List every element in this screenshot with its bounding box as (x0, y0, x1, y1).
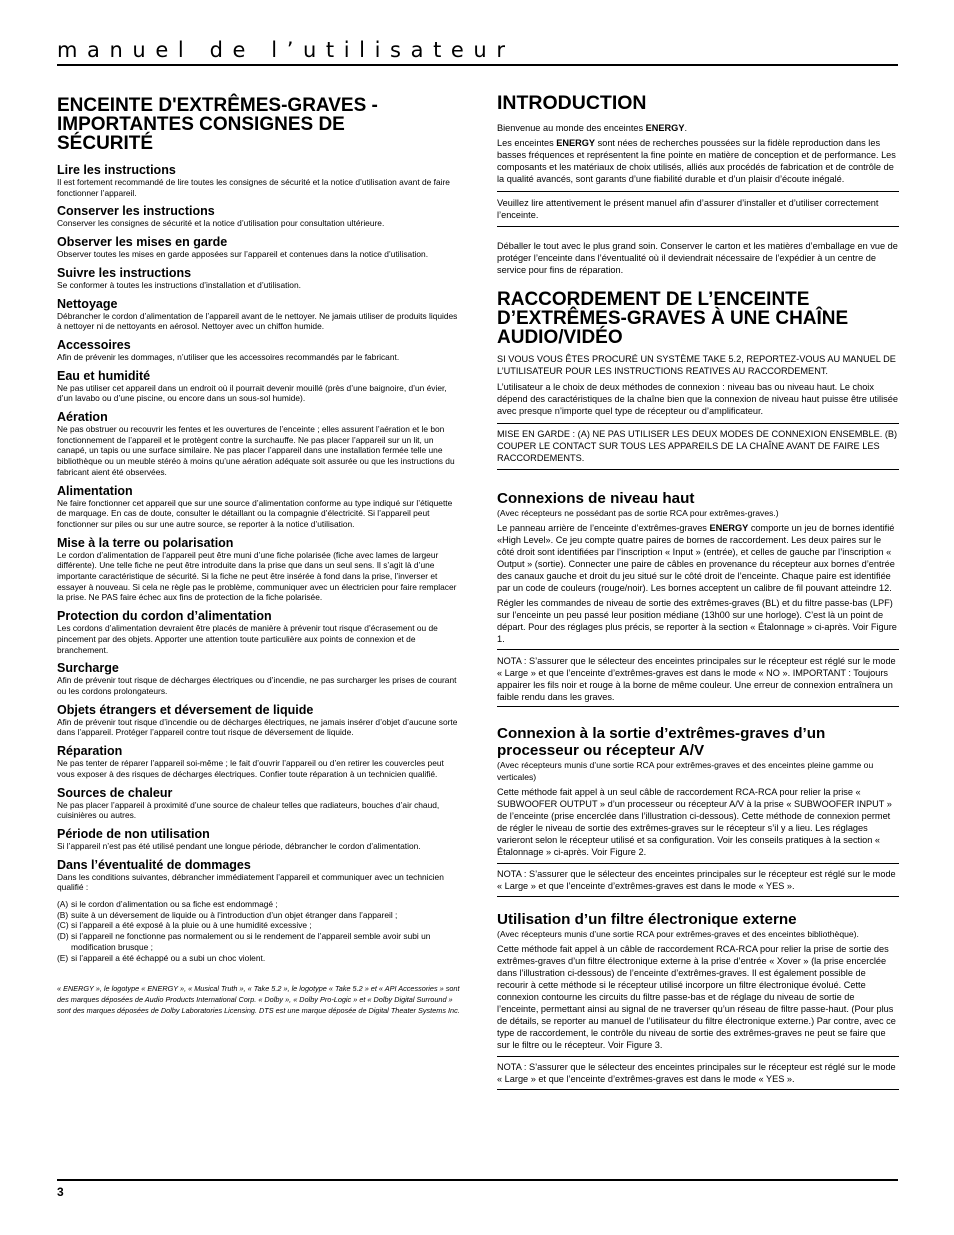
damage-list (57, 899, 462, 963)
safety-section-body: Conserver les consignes de sécurité et la notice d’utilisation pour consultation ultérieure. (57, 218, 385, 229)
intro-paragraph: Les enceintes ENERGY sont nées de recherches poussées sur la fidèle reproduction dans les basses fréquences et représentent la fine pointe en matière de conception et de performance. Les composants et les matériaux de choix utilisés, alliés aux procédés de fabrication et de contrôle de la qualité avancés, sont garants d’une fiabilité durable et d’un plaisir d’écoute inégalé. (497, 138, 896, 184)
processor-heading-line: processeur ou récepteur A/V (497, 742, 705, 759)
safety-section (57, 369, 462, 404)
filter-heading: Utilisation d’un filtre électronique externe (497, 911, 797, 928)
safety-section-body: Le cordon d’alimentation de l’appareil peut être muni d’une fiche polarisée (fiche avec lames de largeur différente). Une telle fiche ne peut être introduite dans la prise que dans un seul sens. Il s’agit là d’une importante caractéristique de sécurité. Si la fiche ne peut être insérée à fond dans la prise, l’inverser et essayer à nouveau. Si cela ne règle pas le problème, communiquer avec un électricien pour faire remplacer la prise. Ne PAS faire échec aux fins de protection de la fiche polarisée. (57, 549, 457, 603)
intro-paragraph: Bienvenue au monde des enceintes ENERGY. (497, 123, 688, 133)
manual-header-title: manuel de l’utilisateur (57, 38, 515, 62)
safety-section-body: Afin de prévenir les dommages, n’utiliser que les accessoires recommandés par le fabricant. (57, 351, 400, 362)
high-level-paragraph: Régler les commandes de niveau de sortie des extrêmes-graves (BL) et du filtre passe-bas (LPF) sur l’enceinte un peu passé leur position médiane (13h00 sur une horloge). C’est là un point de départ. Pour des réglages plus précis, se reporter à la section « Étalonnage » ci-après. Voir Figure 1. (497, 598, 897, 644)
connection-paragraph: SI VOUS VOUS ÊTES PROCURÉ UN SYSTÈME TAKE 5.2, REPORTEZ-VOUS AU MANUEL DE L’UTILISATEUR POUR LES INSTRUCTIONS REATIVES AU RACCORDEMENT. (497, 354, 896, 376)
header-rule (57, 64, 898, 66)
damage-list-letter: (E) (57, 952, 69, 963)
processor-paragraph: Cette méthode fait appel à un seul câble de raccordement RCA-RCA pour relier la prise « SUBWOOFER OUTPUT » d’un processeur ou récepteur A/V à la prise « SUBWOOFER INPUT » de l’enceinte (prise encerclée dans l’illustration ci-dessous). Cette méthode de connexion permet de régler le niveau de sortie des extrêmes-graves sur le récepteur s’il y a lieu. Les réglages varieront selon le récepteur utilisé et sa configuration. Voir les conseils pratiques à la section « Étalonnage » ci-après. Voir Figure 2. (497, 787, 892, 857)
divider (497, 1089, 899, 1090)
damage-list-letter: (C) (57, 920, 69, 931)
high-level-note: NOTA : S’assurer que le sélecteur des enceintes principales sur le récepteur est réglé sur le mode « Large » et que l’enceinte d’extrêmes-graves est dans le mode « NO ». IMPORTANT : Toujours appairer les fils noir et rouge à la borne de même couleur. Une erreur de connexion entraînera un faible rendu dans les graves. (497, 656, 896, 702)
safety-section-body: Ne pas obstruer ou recouvrir les fentes et les ouvertures de l’enceinte ; elles assurent l’aération et le bon fonctionnement de l’appareil et le protègent contre la surchauffe. Ne pas placer l’appareil sur un lit, un canapé, un tapis ou une surface similaire. Ne pas placer l’appareil dans une installation fermée telle une bibliothèque ou un meuble stéréo à moins qu’une aération adéquate soit assurée ou que les instructions du fabricant aient été observées. (57, 424, 455, 477)
filter-note: NOTA : S’assurer que le sélecteur des enceintes principales sur le récepteur est réglé sur le mode « Large » et que l’enceinte d’extrêmes-graves est dans le mode « YES ». (497, 1062, 896, 1084)
safety-section-heading: Nettoyage (57, 296, 118, 311)
safety-section-heading: Surcharge (57, 661, 119, 676)
safety-title (57, 96, 462, 153)
intro-column (497, 94, 898, 1090)
safety-section (57, 661, 462, 696)
safety-column (57, 96, 462, 1017)
safety-section-body: Se conformer à toutes les instructions d’installation et d’utilisation. (57, 279, 301, 290)
damage-list-text: si l’appareil a été exposé à la pluie ou à une humidité excessive ; (71, 920, 312, 931)
divider (497, 423, 899, 424)
divider (497, 649, 899, 650)
safety-section-heading: Objets étrangers et déversement de liquide (57, 702, 314, 717)
safety-title-line: IMPORTANTES CONSIGNES DE (57, 114, 345, 135)
damage-list-letter: (B) (57, 909, 69, 920)
safety-section (57, 827, 462, 852)
safety-section (57, 410, 462, 478)
divider (497, 706, 899, 707)
safety-section (57, 484, 462, 530)
connection-warning: MISE EN GARDE : (A) NE PAS UTILISER LES DEUX MODES DE CONNEXION ENSEMBLE. (B) COUPER LE CONTACT SUR TOUS LES APPAREILS DE LA CHAÎNE AVANT DE FAIRE LES RACCORDEMENTS. (497, 429, 898, 463)
damage-list-item (57, 953, 462, 964)
safety-section-heading: Eau et humidité (57, 368, 151, 383)
safety-section-heading: Période de non utilisation (57, 826, 210, 841)
high-level-heading: Connexions de niveau haut (497, 490, 695, 507)
damage-list-text: si l’appareil a été échappé ou a subi un choc violent. (71, 952, 266, 963)
divider (497, 896, 899, 897)
safety-section-body: Observer toutes les mises en garde apposées sur l’appareil et contenues dans la notice d’utilisation. (57, 249, 429, 260)
safety-section (57, 536, 462, 604)
damage-list-item (57, 910, 462, 921)
divider (497, 191, 899, 192)
connection-title (497, 290, 898, 347)
safety-section-heading: Observer les mises en garde (57, 235, 228, 250)
safety-section-body: Les cordons d’alimentation devraient être placés de manière à prévenir tout risque d’écrasement ou de pincement par des objets. Apporter une attention toute particulière aux points de connexion et de branchement. (57, 623, 438, 655)
safety-section (57, 609, 462, 655)
safety-section-body: Ne faire fonctionner cet appareil que sur une source d’alimentation conforme au type indiqué sur l’étiquette de marquage. En cas de doute, consulter le détaillant ou la compagnie d’électricité. Si l’appareil peut fonctionner sur piles ou sur une autre source, se reporter à la notice d’utilisation. (57, 497, 453, 529)
safety-section (57, 744, 462, 779)
safety-section (57, 858, 462, 893)
divider (497, 469, 899, 470)
safety-section (57, 204, 462, 229)
safety-section-body: Ne pas utiliser cet appareil dans un endroit où il pourrait devenir mouillé (près d’une baignoire, d’un évier, d’un lavabo ou d’une piscine, ou encore dans un sous-sol humide). (57, 382, 447, 404)
safety-section-body: Afin de prévenir tout risque de décharges électriques ou d’incendie, ne pas surcharger les prises de courant ou les cordons prolongateurs. (57, 675, 457, 696)
safety-section (57, 786, 462, 821)
safety-section-body: Ne pas placer l’appareil à proximité d’une source de chaleur telles que radiateurs, bouches d’air chaud, cuisinières ou autres. (57, 799, 440, 821)
safety-section-heading: Aération (57, 410, 108, 425)
safety-section-heading: Réparation (57, 744, 123, 759)
trademark-footnote: « ENERGY », le logotype « ENERGY », « Musical Truth », « Take 5.2 », le logotype « Take 5.2 » et « API Accessories » sont des marques déposées de Audio Products International Corp. « Dolby », « Dolby Pro-Logic » et « Dolby Digital Surround » sont des marques déposées de Dolby Laboratories Licensing. DTS est une marque déposée de Digital Theater Systems Inc. (57, 984, 460, 1015)
safety-section (57, 703, 462, 738)
filter-paragraph: Cette méthode fait appel à un câble de raccordement RCA-RCA pour relier la prise de sortie des extrêmes-graves d’un filtre électronique externe à la prise d’entrée « Xover » (la prise encerclée dans l’illustration ci-dessous) de l’enceinte d’extrêmes-graves. Il est également possible de recourir à cette méthode si le récepteur utilisé incorpore un filtre électronique évolué. Cette connexion contourne les circuits du filtre passe-bas et de réglage du niveau de sortie de l’enceinte, permettant ainsi au signal de ne traverser qu’un réseau de filtre passe-haut. (Pour plus de détails, se reporter au manuel de l’utilisateur du filtre électronique externe.) Par contre, avec ce type de raccordement, le contrôle du niveau de sortie des extrêmes-graves ne peut se faire que sur le filtre ou le récepteur. Voir Figure 3. (497, 944, 896, 1050)
safety-sections (57, 163, 462, 893)
safety-section-body: Si l’appareil n’est pas été utilisé pendant une longue période, débrancher le cordon d’alimentation. (57, 840, 421, 851)
safety-section (57, 266, 462, 291)
damage-list-text: suite à un déversement de liquide ou à l’introduction d’un objet étranger dans l’appareil ; (71, 909, 398, 920)
safety-section-heading: Suivre les instructions (57, 265, 192, 280)
damage-list-text: si l’appareil ne fonctionne pas normalement ou si le rendement de l’appareil semble avoir subi un modification brusque ; (71, 931, 431, 952)
processor-subtitle: (Avec récepteurs munis d’une sortie RCA pour extrêmes-graves et des enceintes pleine gamme ou verticales) (497, 760, 874, 782)
safety-section-body: Ne pas tenter de réparer l’appareil soi-même ; le fait d’ouvrir l’appareil ou d’en retirer les couvercles peut vous exposer à des risques de décharges électriques. Confier toute réparation à un technicien qualifié. (57, 758, 444, 779)
connection-title-line: D’EXTRÊMES-GRAVES À UNE CHAÎNE (497, 308, 849, 329)
high-level-subtitle: (Avec récepteurs ne possédant pas de sortie RCA pour extrêmes-graves.) (497, 508, 779, 518)
high-level-paragraph: Le panneau arrière de l’enceinte d’extrêmes-graves ENERGY comporte un jeu de bornes identifié «High Level». Ce jeu compte quatre paires de bornes de raccordement. Les deux paires sur le côté droit sont identifiées par l’inscription « Input » (entrée), et celles de gauche par l’inscription « Output » (sortie). Connecter une paire de câbles en provenance du récepteur aux bornes d’entrée des canaux gauche et droit du jeu situé sur le côté droit de l’enceinte. Chaque paire est identifiée par un code de couleurs (rouge/noir). Les bornes acceptent un calibre de fil pouvant atteindre 12. (497, 523, 895, 593)
connection-paragraph: L’utilisateur a le choix de deux méthodes de connexion : niveau bas ou niveau haut. Le choix dépend des caractéristiques de la chaîne bien que la connexion de niveau haut puisse être utilisée avec presque n’importe quel type de récepteur ou d’amplificateur. (497, 382, 898, 416)
damage-list-text: si le cordon d’alimentation ou sa fiche est endommagé ; (71, 899, 278, 910)
safety-section-heading: Protection du cordon d’alimentation (57, 609, 272, 624)
safety-section-body: Dans les conditions suivantes, débrancher immédiatement l’appareil et communiquer avec un technicien qualifié : (57, 871, 444, 893)
filter-subtitle: (Avec récepteurs munis d’une sortie RCA pour extrêmes-graves et des enceintes bibliothèque). (497, 929, 859, 939)
safety-section-body: Afin de prévenir tout risque d’incendie ou de décharges électriques, ne jamais insérer d’objet d’aucune sorte dans l’appareil. Protéger l’appareil contre tout risque de déversement de liquide. (57, 716, 458, 738)
damage-list-item (57, 920, 462, 931)
safety-section-heading: Conserver les instructions (57, 204, 215, 219)
safety-section (57, 163, 462, 198)
safety-section-heading: Accessoires (57, 337, 131, 352)
damage-list-item (57, 899, 462, 910)
connection-title-line: RACCORDEMENT DE L’ENCEINTE (497, 289, 810, 310)
introduction-title: INTRODUCTION (497, 92, 647, 114)
divider (497, 1056, 899, 1057)
damage-list-letter: (A) (57, 899, 69, 910)
processor-heading-line: Connexion à la sortie d’extrêmes-graves d’un (497, 725, 826, 742)
damage-list-letter: (D) (57, 931, 69, 942)
safety-section-heading: Dans l’éventualité de dommages (57, 857, 251, 872)
safety-title-line: SÉCURITÉ (57, 133, 154, 154)
safety-section (57, 338, 462, 363)
connection-title-line: AUDIO/VIDÉO (497, 327, 623, 348)
processor-heading (497, 725, 898, 759)
safety-section (57, 297, 462, 332)
safety-title-line: ENCEINTE D'EXTRÊMES-GRAVES - (57, 95, 378, 116)
safety-section (57, 235, 462, 260)
safety-section-body: Débrancher le cordon d’alimentation de l’appareil avant de le nettoyer. Ne jamais utiliser de produits liquides à nettoyer ni de nettoyants en aérosol. Nettoyer avec un chiffon humide. (57, 310, 458, 332)
processor-note: NOTA : S’assurer que le sélecteur des enceintes principales sur le récepteur est réglé sur le mode « Large » et que l’enceinte d’extrêmes-graves est dans le mode « YES ». (497, 869, 896, 891)
safety-section-body: Il est fortement recommandé de lire toutes les consignes de sécurité et la notice d’utilisation avant de faire fonctionner l’appareil. (57, 177, 450, 198)
intro-note: Veuillez lire attentivement le présent manuel afin d’assurer d’installer et d’utiliser correctement l’enceinte. (497, 198, 879, 220)
safety-section-heading: Lire les instructions (57, 163, 176, 177)
divider (497, 863, 899, 864)
safety-section-heading: Alimentation (57, 483, 133, 498)
intro-paragraph: Déballer le tout avec le plus grand soin. Conserver le carton et les matières d’emballage en vue de protéger l’enceinte dans l’éventualité où il deviendrait nécessaire de l’expédier à un centre de service pour fins de réparation. (497, 241, 898, 275)
footer-rule (57, 1179, 898, 1181)
safety-section-heading: Mise à la terre ou polarisation (57, 535, 234, 550)
damage-list-item (57, 931, 462, 952)
divider (497, 226, 899, 227)
safety-section-heading: Sources de chaleur (57, 785, 173, 800)
page-number: 3 (57, 1185, 64, 1199)
